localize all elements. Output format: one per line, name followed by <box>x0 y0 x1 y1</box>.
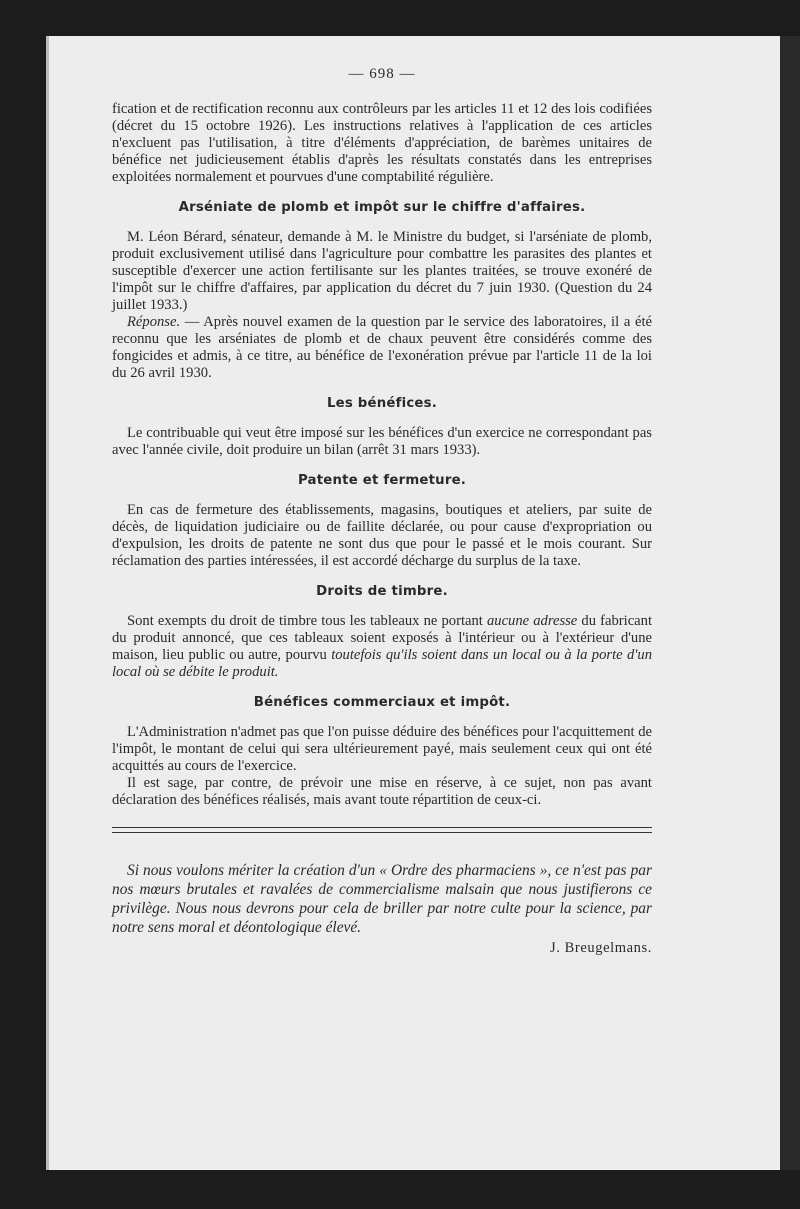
patente-paragraph: En cas de fermeture des établissements, magasins, boutiques et ateliers, par suite de décès, de liquidation judiciaire ou de faillite déclarée, ou pour cause d'expropriation ou d'expulsion, les droits de patente ne sont dus que pour le passé et le mois courant. Sur réclamation des parties intéressées, il est accordé décharge du surplus de la taxe. <box>112 502 652 569</box>
commerciaux-paragraph-2: Il est sage, par contre, de prévoir une mise en réserve, à ce sujet, non pas avant déclaration des bénéfices réalisés, mais avant toute répartition de ceux-ci. <box>112 775 652 808</box>
closing-quote: Si nous voulons mériter la création d'un « Ordre des pharmaciens », ce n'est pas par nos mœurs brutales et ravalées de commercialisme malsain que nous justifierons ce privilège. Nous nous devrons pour cela de briller par notre culte pour la science, par notre sens moral et déontologique élevé. <box>112 862 652 936</box>
timbre-paragraph <box>112 613 652 681</box>
divider-rule <box>112 827 652 828</box>
timbre-text-b: aucune adresse <box>486 613 578 629</box>
timbre-text-c: du fabricant du produit annoncé, que ces tableaux soient exposés à l'intérieur ou à l'extérieur d'une maison, lieu public ou autre, pourvu <box>112 613 653 663</box>
signature: J. Breugelmans. <box>549 940 652 956</box>
page-content <box>112 66 652 957</box>
divider-rule <box>112 832 652 833</box>
intro-paragraph: fication et de rectification reconnu aux contrôleurs par les articles 11 et 12 des lois codifiées (décret du 15 octobre 1926). Les instructions relatives à l'application de ces articles n'excluent pas l'utilisation, à titre d'éléments d'appréciation, de barèmes unitaires de bénéfice net judicieusement établis d'après les résultats constatés dans les entreprises exploitées normalement et pourvues d'une comptabilité régulière. <box>112 101 652 185</box>
question-paragraph: M. Léon Bérard, sénateur, demande à M. le Ministre du budget, si l'arséniate de plomb, produit exclusivement utilisé dans l'agriculture pour combattre les parasites des plantes et susceptible d'exercer une action fertilisante sur les plantes traitées, se trouve exonéré de l'impôt sur le chiffre d'affaires, par application du décret du 7 juin 1930. (Question du 24 juillet 1933.) <box>112 229 652 313</box>
heading-arseniate: Arséniate de plomb et impôt sur le chiffre d'affaires. <box>178 200 586 215</box>
benefices-paragraph: Le contribuable qui veut être imposé sur les bénéfices d'un exercice ne correspondant pas avec l'année civile, doit produire un bilan (arrêt 31 mars 1933). <box>112 425 652 458</box>
heading-timbre: Droits de timbre. <box>316 584 448 599</box>
answer-label: Réponse. <box>127 314 181 330</box>
heading-benefices: Les bénéfices. <box>326 396 438 411</box>
answer-paragraph <box>112 314 652 382</box>
page-number: — 698 — <box>348 66 416 82</box>
scan-edge <box>780 36 800 1170</box>
heading-commerciaux: Bénéfices commerciaux et impôt. <box>253 695 511 710</box>
timbre-text-d: toutefois qu'ils soient dans un local ou à la porte d'un local où se débite le produit. <box>112 647 652 680</box>
timbre-text-a: Sont exempts du droit de timbre tous les tableaux ne portant <box>127 613 487 629</box>
commerciaux-paragraph-1: L'Administration n'admet pas que l'on puisse déduire des bénéfices pour l'acquittement de l'impôt, le montant de celui qui sera ultérieurement payé, mais seulement ceux qui ont été acquittés au cours de l'exercice. <box>112 724 652 774</box>
heading-patente: Patente et fermeture. <box>297 473 467 488</box>
answer-text: — Après nouvel examen de la question par le service des laboratoires, il a été reconnu que les arséniates de plomb et de chaux peuvent être considérés comme des fongicides et admis, à ce titre, au bénéfice de l'exonération prévue par l'article 11 de la loi du 26 avril 1930. <box>112 314 652 381</box>
